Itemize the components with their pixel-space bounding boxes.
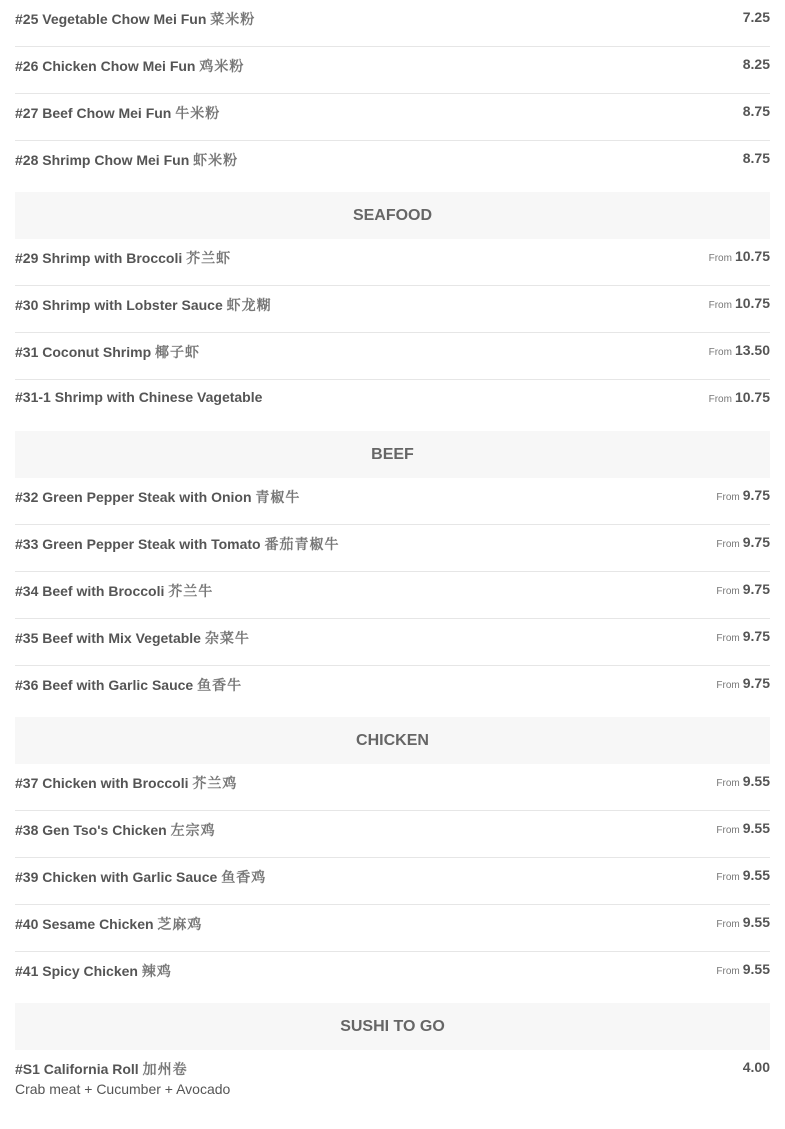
menu-item-price xyxy=(716,666,770,693)
section-header-beef: BEEF xyxy=(15,431,770,478)
menu-item[interactable] xyxy=(15,333,770,380)
menu-item-price xyxy=(716,764,770,791)
menu-item-name xyxy=(15,380,262,405)
section-header-sushi-to-go: SUSHI TO GO xyxy=(15,1003,770,1050)
menu-item-chinese-name: 辣鸡 xyxy=(141,963,172,979)
menu-item-price xyxy=(709,286,770,313)
menu-item-chinese-name: 鱼香鸡 xyxy=(221,869,267,885)
menu-item-title: #39 Chicken with Garlic Sauce xyxy=(15,869,218,885)
menu-item-title: #31 Coconut Shrimp xyxy=(15,344,152,360)
price-value: 9.75 xyxy=(742,534,770,550)
price-from-label: From xyxy=(716,825,740,836)
price-value: 9.75 xyxy=(742,628,770,644)
menu-item-title: #S1 California Roll xyxy=(15,1061,139,1077)
menu-item-chinese-name: 番茄青椒牛 xyxy=(264,536,340,552)
menu-item-chinese-name: 虾龙糊 xyxy=(226,297,272,313)
price-from-label: From xyxy=(716,492,740,503)
menu-item-title: #26 Chicken Chow Mei Fun xyxy=(15,58,196,74)
price-value: 9.55 xyxy=(742,867,770,883)
menu-item-name xyxy=(15,905,202,934)
menu-item-title: #40 Sesame Chicken xyxy=(15,916,154,932)
section-header-chicken: CHICKEN xyxy=(15,717,770,764)
menu-item-chinese-name: 鱼香牛 xyxy=(197,677,243,693)
price-value: 8.75 xyxy=(742,103,770,119)
menu-item-name xyxy=(15,811,216,840)
price-value: 10.75 xyxy=(734,295,770,311)
menu-item-name xyxy=(15,0,255,29)
menu-item-title: #41 Spicy Chicken xyxy=(15,963,138,979)
menu-item-title: #30 Shrimp with Lobster Sauce xyxy=(15,297,223,313)
price-value: 9.75 xyxy=(742,675,770,691)
menu-item-name xyxy=(15,619,250,648)
price-value: 13.50 xyxy=(734,342,770,358)
menu-item-name xyxy=(15,764,237,793)
menu-item-title: #28 Shrimp Chow Mei Fun xyxy=(15,152,190,168)
menu-item-chinese-name: 芥兰虾 xyxy=(186,250,232,266)
menu-item-price xyxy=(716,905,770,932)
menu-item-title: #32 Green Pepper Steak with Onion xyxy=(15,489,252,505)
menu-item-price xyxy=(716,619,770,646)
price-value: 4.00 xyxy=(742,1059,770,1075)
menu-item-price xyxy=(709,239,770,266)
menu-item-title: #36 Beef with Garlic Sauce xyxy=(15,677,194,693)
price-value: 9.55 xyxy=(742,773,770,789)
menu-item-name xyxy=(15,858,266,887)
price-from-label: From xyxy=(716,633,740,644)
menu-item-chinese-name: 椰子虾 xyxy=(155,344,201,360)
menu-item-name xyxy=(15,478,300,507)
menu-item-title: #38 Gen Tso's Chicken xyxy=(15,822,167,838)
menu-item-title: #35 Beef with Mix Vegetable xyxy=(15,630,201,646)
price-from-label: From xyxy=(716,680,740,691)
menu-item-name xyxy=(15,333,200,362)
menu-item-name xyxy=(15,572,213,601)
menu-item-chinese-name: 芥兰牛 xyxy=(168,583,214,599)
price-from-label: From xyxy=(708,300,732,311)
menu-list xyxy=(15,0,770,1097)
price-value: 9.55 xyxy=(742,820,770,836)
price-from-label: From xyxy=(716,919,740,930)
menu-item-chinese-name: 左宗鸡 xyxy=(170,822,216,838)
menu-item[interactable] xyxy=(15,525,770,572)
menu-item-title: #27 Beef Chow Mei Fun xyxy=(15,105,172,121)
menu-item[interactable] xyxy=(15,141,770,188)
price-from-label: From xyxy=(716,966,740,977)
menu-item-title: #37 Chicken with Broccoli xyxy=(15,775,189,791)
menu-item-description: Crab meat + Cucumber + Avocado xyxy=(15,1081,231,1097)
menu-item[interactable] xyxy=(15,0,770,47)
menu-item-chinese-name: 虾米粉 xyxy=(193,152,239,168)
price-value: 9.55 xyxy=(742,961,770,977)
menu-item[interactable] xyxy=(15,1050,770,1097)
menu-item-name xyxy=(15,239,231,268)
menu-item-chinese-name: 青椒牛 xyxy=(255,489,301,505)
menu-item[interactable] xyxy=(15,94,770,141)
menu-item-name xyxy=(15,94,220,123)
menu-item-chinese-name: 牛米粉 xyxy=(175,105,221,121)
menu-item-chinese-name: 芥兰鸡 xyxy=(192,775,238,791)
price-value: 8.75 xyxy=(742,150,770,166)
menu-item-price xyxy=(743,141,770,168)
menu-item-name xyxy=(15,666,242,695)
menu-item-price xyxy=(716,952,770,979)
menu-item-price xyxy=(743,47,770,74)
menu-item[interactable] xyxy=(15,478,770,525)
menu-item[interactable] xyxy=(15,858,770,905)
menu-item-name xyxy=(15,47,244,76)
menu-item-price xyxy=(716,478,770,505)
price-value: 9.55 xyxy=(742,914,770,930)
price-value: 10.75 xyxy=(734,248,770,264)
price-from-label: From xyxy=(716,872,740,883)
menu-item-chinese-name: 鸡米粉 xyxy=(199,58,245,74)
menu-item-price xyxy=(716,525,770,552)
menu-item-price xyxy=(716,811,770,838)
price-value: 9.75 xyxy=(742,581,770,597)
price-from-label: From xyxy=(708,347,732,358)
menu-item-name xyxy=(15,1050,188,1079)
menu-item-chinese-name: 芝麻鸡 xyxy=(157,916,203,932)
price-from-label: From xyxy=(716,539,740,550)
menu-item[interactable] xyxy=(15,619,770,666)
section-header-seafood: SEAFOOD xyxy=(15,192,770,239)
menu-item[interactable] xyxy=(15,286,770,333)
menu-item-title: #31-1 Shrimp with Chinese Vagetable xyxy=(15,389,263,405)
price-from-label: From xyxy=(716,778,740,789)
menu-item[interactable] xyxy=(15,764,770,811)
menu-item[interactable] xyxy=(15,572,770,619)
menu-item[interactable] xyxy=(15,380,770,427)
price-value: 10.75 xyxy=(734,389,770,405)
menu-item-price xyxy=(743,94,770,121)
menu-item-chinese-name: 杂菜牛 xyxy=(204,630,250,646)
price-from-label: From xyxy=(716,586,740,597)
menu-item-title: #33 Green Pepper Steak with Tomato xyxy=(15,536,261,552)
price-value: 7.25 xyxy=(742,9,770,25)
menu-item-price xyxy=(743,0,770,27)
menu-item-title: #34 Beef with Broccoli xyxy=(15,583,165,599)
menu-item-price xyxy=(709,380,770,407)
menu-item-title: #25 Vegetable Chow Mei Fun xyxy=(15,11,207,27)
price-from-label: From xyxy=(708,253,732,264)
menu-item-price xyxy=(716,572,770,599)
menu-item[interactable] xyxy=(15,952,770,999)
menu-item-name xyxy=(15,952,172,981)
menu-item-chinese-name: 菜米粉 xyxy=(210,11,256,27)
price-value: 9.75 xyxy=(742,487,770,503)
menu-item-name xyxy=(15,525,340,554)
menu-item[interactable] xyxy=(15,811,770,858)
menu-item-price xyxy=(709,333,770,360)
menu-item[interactable] xyxy=(15,47,770,94)
menu-item-name xyxy=(15,141,238,170)
price-from-label: From xyxy=(708,394,732,405)
price-value: 8.25 xyxy=(742,56,770,72)
menu-item[interactable] xyxy=(15,905,770,952)
menu-item-name xyxy=(15,286,272,315)
menu-item-price xyxy=(743,1050,770,1077)
menu-item[interactable] xyxy=(15,239,770,286)
menu-item-title: #29 Shrimp with Broccoli xyxy=(15,250,183,266)
menu-item-chinese-name: 加州卷 xyxy=(142,1061,188,1077)
menu-item-price xyxy=(716,858,770,885)
menu-item[interactable] xyxy=(15,666,770,713)
